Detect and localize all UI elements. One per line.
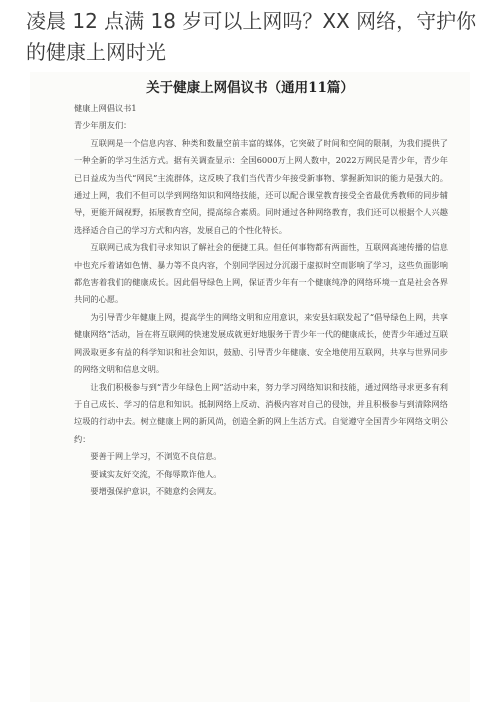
document-body: [74, 100, 448, 500]
paragraph-3: 为引导青少年健康上网，提高学生的网络文明和应用意识，来安县妇联发起了“倡导绿色上网，共享健康网络”活动，旨在将互联网的快速发展成就更好地服务于青少年一代的健康成长，使青少年通过互联网汲取更多有益的科学知识和社会知识，鼓励、引导青少年健康、安全地使用互联网，共享与世界同步的网络文明和信息文明。: [74, 311, 448, 375]
document-image: [30, 72, 470, 702]
paragraph-4: 让我们积极参与到“青少年绿色上网”活动中来，努力学习网络知识和技能，通过网络寻求更多有利于自己成长、学习的信息和知识。抵制网络上反动、消极内容对自己的侵蚀，并且积极参与到清除网络垃圾的行动中去。树立健康上网的新风尚，创造全新的网上生活方式。自觉遵守全国青少年网络文明公约：: [74, 381, 448, 444]
paragraph-2: 互联网已成为我们寻求知识了解社会的便捷工具。但任何事物都有两面性，互联网高速传播的信息中也充斥着诸如色情、暴力等不良内容，个别同学因过分沉溺于虚拟时空而影响了学习，这些负面影响都危害着我们的健康成长。因此倡导绿色上网，保证青少年有一个健康纯净的网络环境一直是社会各界共同的心愿。: [74, 242, 448, 305]
document-title: 关于健康上网倡议书（通用11篇）: [146, 80, 354, 96]
pledge-item: 要诚实友好交流，不侮辱欺诈他人。: [90, 468, 222, 479]
page-headline: 凌晨 12 点满 18 岁可以上网吗？XX 网络，守护你的健康上网时光: [26, 9, 477, 64]
paragraph-1: 互联网是一个信息内容、种类和数量空前丰富的媒体，它突破了时间和空间的限制，为我们提供了一种全新的学习生活方式。据有关调查显示：全国6000万上网人数中，2022万网民是青少年，青少年已日益成为当代“网民”主流群体，这反映了我们当代青少年接受新事物、掌握新知识的能力是强大的。通过上网，我们不但可以学到网络知识和网络技能，还可以配合课堂教育接受全省最优秀教师的同步辅导，更能开阔视野，拓展教育空间，提高综合素质。同时通过各种网络教育，我们还可以根据个人兴趣选择适合自己的学习方式和内容，发展自己的个性化特长。: [74, 137, 448, 235]
document-salutation: 青少年朋友们：: [74, 120, 132, 131]
pledge-item: 要增强保护意识，不随意约会网友。: [90, 485, 222, 496]
document-subtitle: 健康上网倡议书1: [74, 103, 137, 113]
pledge-item: 要善于网上学习，不浏览不良信息。: [90, 451, 222, 462]
